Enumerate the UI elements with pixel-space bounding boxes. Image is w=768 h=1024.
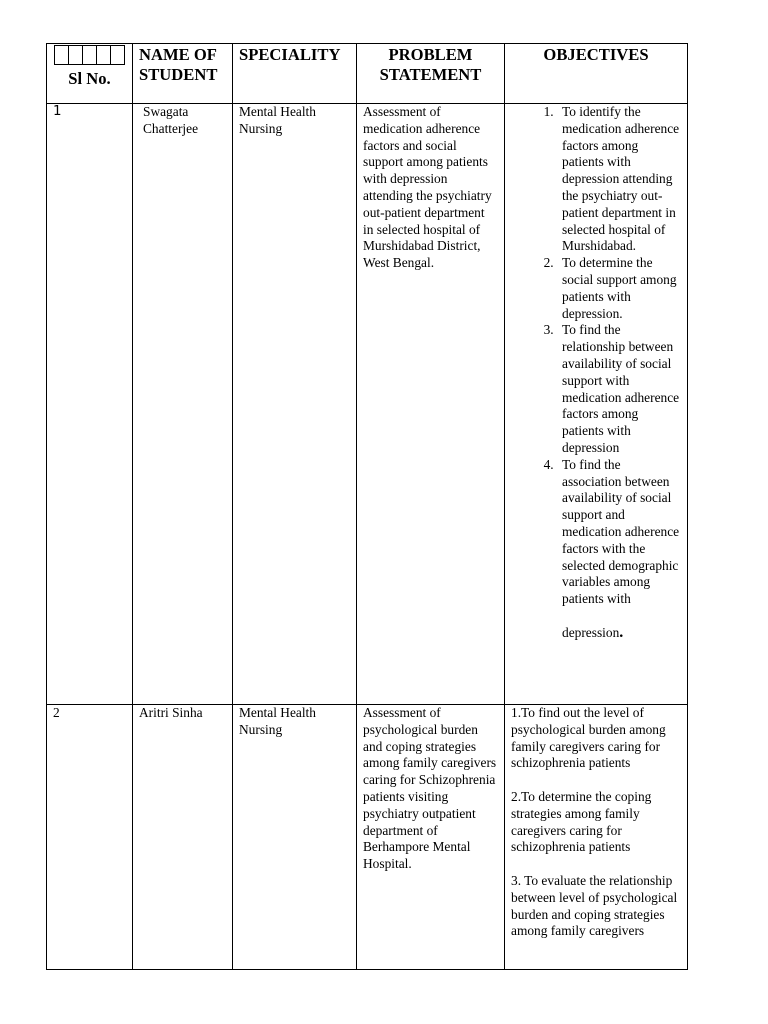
header-speciality: SPECIALITY [233, 44, 357, 104]
objective-item: 4. To find the association between availability of social support and medication adherence factors with the selected demographic variables among patients with [557, 457, 681, 608]
row-student-name: Swagata Chatterjee [133, 104, 233, 705]
objective-tail-text: depression [562, 624, 620, 640]
header-row [47, 44, 688, 104]
header-name: NAME OF STUDENT [133, 44, 233, 104]
objective-item: 3. To evaluate the relationship between level of psychological burden and coping strategies among family caregivers [511, 872, 678, 939]
table-row [47, 104, 688, 705]
table-row [47, 705, 688, 970]
period-mark: . [619, 623, 624, 641]
objective-item: 2.To determine the coping strategies among family caregivers caring for schizophrenia patients [511, 788, 652, 855]
checkbox-strip-icon [47, 45, 132, 65]
objective-item: 1.To find out the level of psychological burden among family caregivers caring for schizophrenia patients [511, 705, 666, 771]
header-problem-statement: PROBLEM STATEMENT [357, 44, 505, 104]
header-sl-no-label: Sl No. [68, 69, 111, 88]
row-sl-number: 1 [47, 104, 133, 705]
row-sl-number: 2 [47, 705, 133, 970]
objective-item: 1. To identify the medication adherence factors among patients with depression attending the psychiatry out-patient department in selected hospital of Murshidabad. [557, 104, 681, 255]
student-research-table [46, 43, 688, 970]
row-objectives [505, 705, 688, 970]
objectives-list [511, 104, 681, 608]
row-speciality: Mental Health Nursing [233, 705, 357, 970]
objective-tail [511, 625, 681, 642]
header-sl-no [47, 44, 133, 104]
row-student-name: Aritri Sinha [133, 705, 233, 970]
objective-item: 2. To determine the social support among patients with depression. [557, 255, 681, 322]
row-speciality: Mental Health Nursing [233, 104, 357, 705]
row-objectives [505, 104, 688, 705]
header-objectives: OBJECTIVES [505, 44, 688, 104]
objective-item: 3. To find the relationship between availability of social support with medication adherence factors among patients with depression [557, 322, 681, 456]
row-problem-statement: Assessment of medication adherence factors and social support among patients with depression attending the psychiatry out-patient department in selected hospital of Murshidabad District, West Bengal. [357, 104, 505, 705]
row-problem-statement: Assessment of psychological burden and coping strategies among family caregivers caring for Schizophrenia patients visiting psychiatry outpatient department of Berhampore Mental Hospital. [357, 705, 505, 970]
